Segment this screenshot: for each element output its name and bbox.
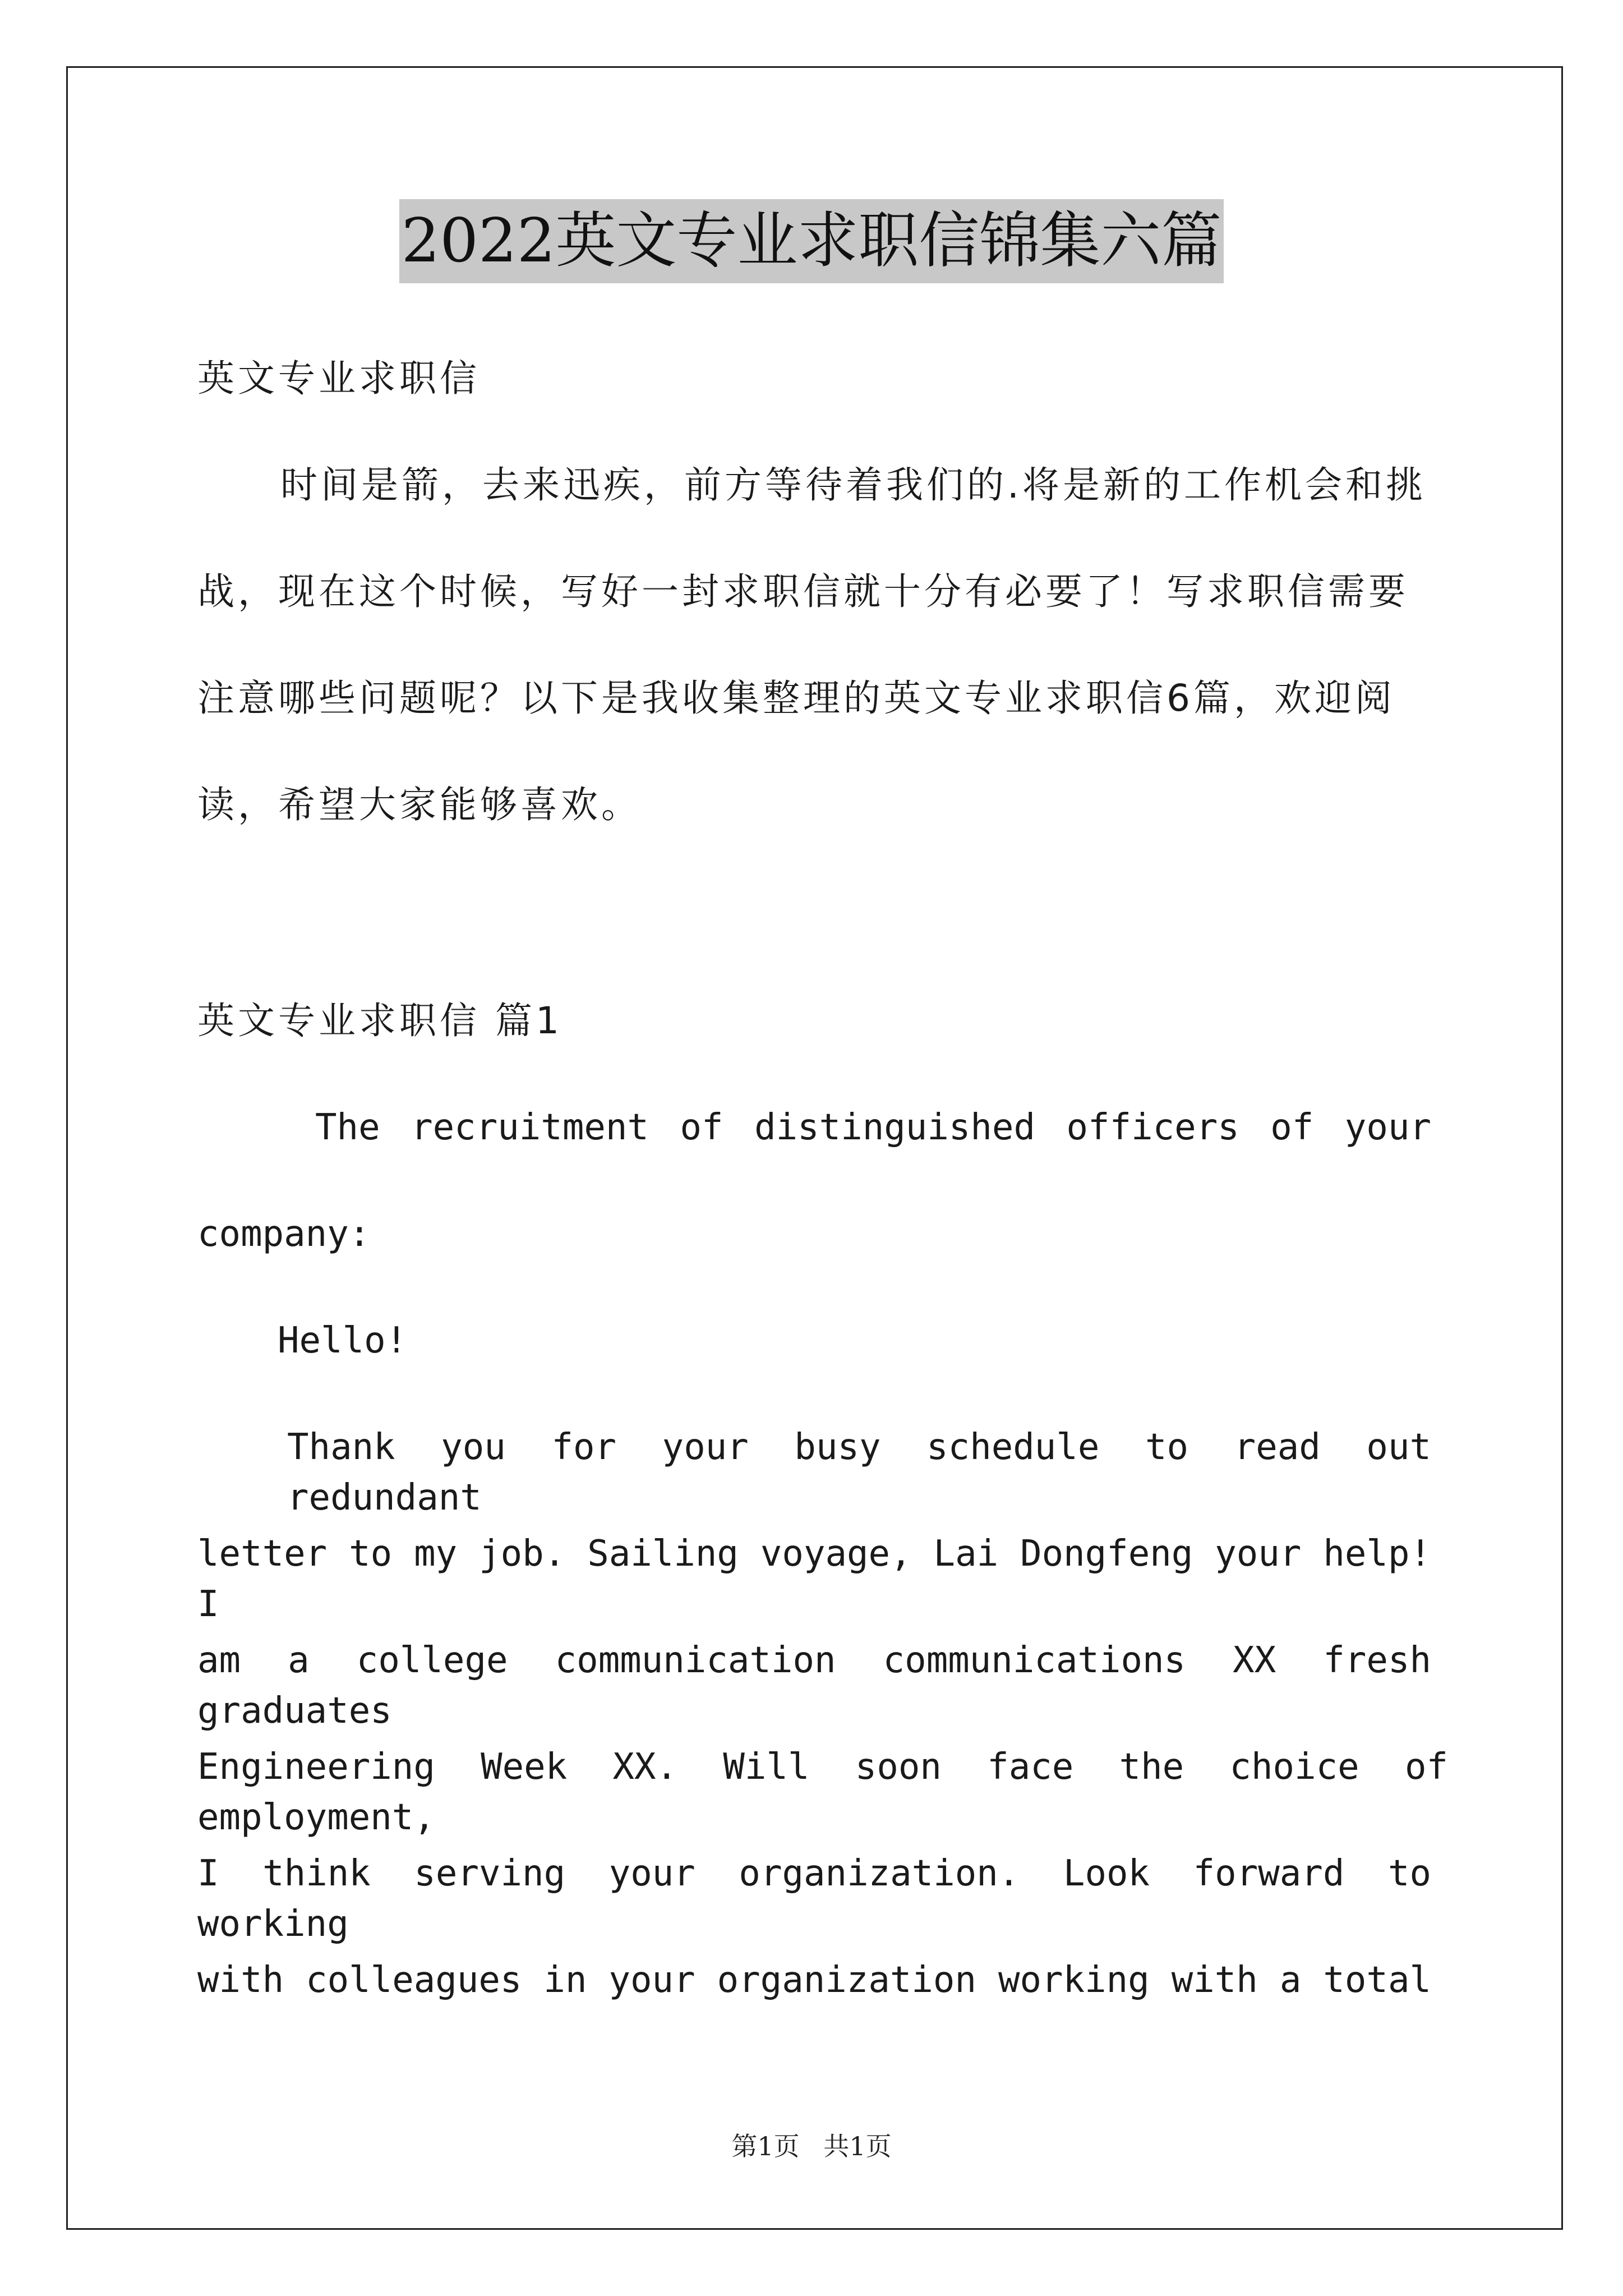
intro-line-2: 战，现在这个时候，写好一封求职信就十分有必要了！写求职信需要 xyxy=(197,570,1409,613)
page-number-current: 第1页 xyxy=(731,2131,800,2161)
letter-line-4: Thank you for your busy schedule to read out redundant xyxy=(287,1427,1431,1519)
title-container xyxy=(0,199,1623,283)
intro-line-4: 读，希望大家能够喜欢。 xyxy=(197,783,642,826)
intro-line-1: 时间是箭，去来迅疾，前方等待着我们的.将是新的工作机会和挑 xyxy=(280,463,1426,507)
intro-line-3: 注意哪些问题呢？以下是我收集整理的英文专业求职信6篇，欢迎阅 xyxy=(197,677,1395,720)
letter-line-9: with colleagues in your organization working with a total xyxy=(197,1959,1431,2001)
letter-line-8: I think serving your organization. Look forward to working xyxy=(197,1853,1431,1945)
letter-line-6: am a college communication communications XX fresh graduates xyxy=(197,1640,1431,1732)
letter-line-7: Engineering Week XX. Will soon face the choice of employment, xyxy=(197,1746,1448,1838)
letter-line-2: company: xyxy=(197,1213,371,1255)
letter-line-1: The recruitment of distinguished officers of your xyxy=(315,1107,1431,1148)
document-title: 2022英文专业求职信锦集六篇 xyxy=(399,199,1224,283)
page-footer xyxy=(0,2126,1623,2163)
section-heading: 英文专业求职信 xyxy=(197,357,480,400)
letter-line-5: letter to my job. Sailing voyage, Lai Dongfeng your help! I xyxy=(197,1533,1431,1625)
letter-line-3: Hello! xyxy=(278,1320,408,1361)
page-number-total: 共1页 xyxy=(823,2131,892,2161)
part1-heading: 英文专业求职信 篇1 xyxy=(197,999,562,1042)
